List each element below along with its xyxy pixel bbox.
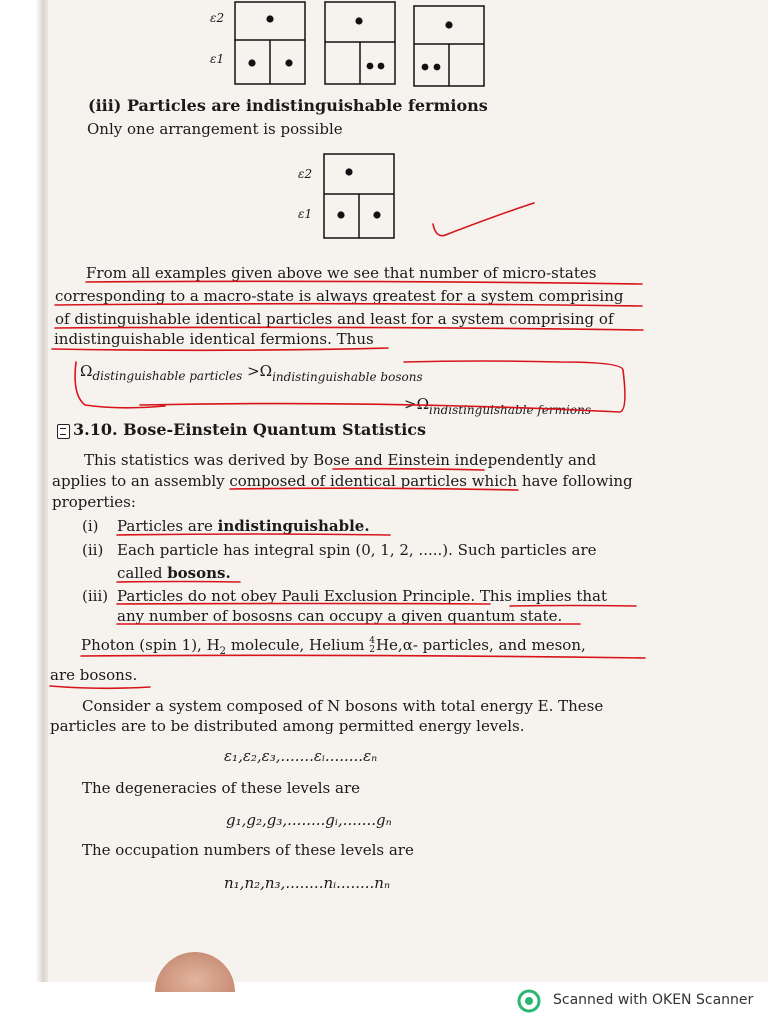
prop-iii-number: (iii) (82, 587, 109, 605)
omega-inequality-line1 (80, 362, 423, 384)
heading-fermions: (iii) Particles are indistinguishable fermions (88, 96, 488, 115)
prop-ii-pre: called (117, 564, 168, 582)
epsilon-1-label: ε1 (210, 52, 225, 66)
helium-isotope (369, 637, 375, 655)
section-book-icon (57, 424, 70, 439)
intro-line2: applies to an assembly composed of identical particles which have following (52, 472, 633, 490)
intro-line1: This statistics was derived by Bose and Einstein independently and (84, 451, 597, 469)
omega-symbol-3: Ω (416, 395, 430, 413)
energy-levels-eq: ε₁,ε₂,ε₃,.......εᵢ........εₙ (224, 747, 378, 765)
omega-symbol-2: Ω (259, 362, 273, 380)
para1-line1: From all examples given above we see that number of micro-states (86, 264, 597, 282)
para1-line2: corresponding to a macro-state is always greatest for a system comprising (55, 287, 624, 305)
oken-scanner-logo-icon (517, 989, 541, 1013)
omega-sub-bosons: indistinguishable bosons (272, 370, 423, 384)
photon-mid: molecule, Helium (226, 636, 370, 654)
para1-line4: indistinguishable identical fermions. Thus (54, 330, 374, 348)
section-number: 3.10. (73, 420, 118, 439)
omega-sub-distinguishable: distinguishable particles (92, 369, 243, 383)
scanner-watermark-text: Scanned with OKEN Scanner (553, 992, 754, 1008)
para1-line3: of distinguishable identical particles and least for a system comprising of (55, 310, 614, 328)
consider-line1: Consider a system composed of N bosons with total energy E. These (82, 697, 604, 715)
prop-ii-line2 (117, 564, 231, 582)
section-heading (73, 421, 426, 439)
prop-ii-number: (ii) (82, 541, 104, 559)
occupation-label: The occupation numbers of these levels are (82, 841, 414, 859)
prop-i-pre: Particles are (117, 517, 218, 535)
prop-i-text (117, 517, 370, 535)
occupation-eq: n₁,n₂,n₃,........nᵢ........nₙ (224, 874, 391, 892)
epsilon-2-label: ε2 (210, 11, 225, 25)
omega-symbol: Ω (80, 362, 93, 380)
photon-line1 (81, 636, 586, 661)
photon-post: He,α- particles, and meson, (375, 636, 586, 654)
prop-i-bold: indistinguishable. (217, 517, 370, 535)
epsilon-1-label-fermion: ε1 (298, 207, 313, 221)
omega-inequality-line2 (404, 395, 591, 417)
consider-line2: particles are to be distributed among permitted energy levels. (50, 717, 525, 735)
omega-sub-fermions: indistinguishable fermions (429, 403, 591, 417)
greater-than-1: > (247, 362, 260, 380)
helium-mass-number: 4 (369, 636, 375, 646)
h2-subscript: 2 (219, 646, 227, 657)
photon-pre: Photon (spin 1), H (81, 636, 220, 654)
prop-ii-bold: bosons. (167, 564, 231, 582)
helium-atomic-number: 2 (369, 645, 375, 655)
intro-line3: properties: (52, 493, 136, 511)
degeneracies-eq: g₁,g₂,g₃,........gᵢ,.......gₙ (226, 811, 392, 829)
prop-iii-line1: Particles do not obey Pauli Exclusion Principle. This implies that (117, 587, 608, 605)
prop-ii-line1: Each particle has integral spin (0, 1, 2, .....). Such particles are (117, 541, 597, 559)
only-one-arrangement: Only one arrangement is possible (87, 120, 343, 138)
epsilon-2-label-fermion: ε2 (298, 167, 313, 181)
degeneracies-label: The degeneracies of these levels are (82, 779, 360, 797)
photon-line2: are bosons. (50, 666, 138, 684)
greater-than-2: > (404, 395, 417, 413)
prop-i-number: (i) (82, 517, 99, 535)
section-title: Bose-Einstein Quantum Statistics (123, 420, 427, 439)
prop-iii-line2: any number of bososns can occupy a given quantum state. (117, 607, 563, 625)
